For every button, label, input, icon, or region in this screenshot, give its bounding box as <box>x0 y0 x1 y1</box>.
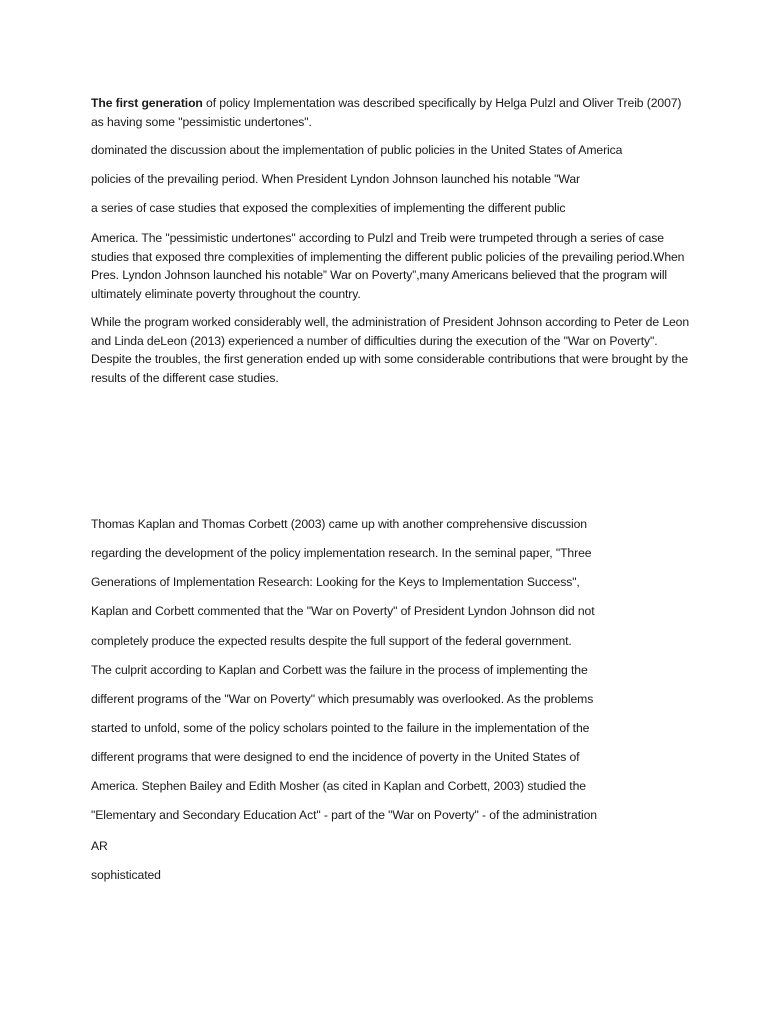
kaplan-line: "Elementary and Secondary Education Act" - part of the "War on Poverty" - of the administration <box>91 808 597 822</box>
line-policies: policies of the prevailing period. When President Lyndon Johnson launched his notable "War <box>91 172 580 186</box>
kaplan-line: America. Stephen Bailey and Edith Mosher (as cited in Kaplan and Corbett, 2003) studied the <box>91 779 586 793</box>
kaplan-line: different programs that were designed to end the incidence of poverty in the United States of <box>91 750 580 764</box>
footer-ar: AR <box>91 839 108 853</box>
line-series: a series of case studies that exposed the complexities of implementing the different public <box>91 201 566 215</box>
bold-phrase-first-generation: The first generation <box>91 96 203 110</box>
paragraph-first-generation-text: of policy Implementation was described specifically by Helga Pulzl and Oliver Treib (2007) as having some "pessimistic undertones". <box>91 96 682 129</box>
kaplan-line: started to unfold, some of the policy scholars pointed to the failure in the implementation of the <box>91 721 590 735</box>
kaplan-line: Kaplan and Corbett commented that the "War on Poverty" of President Lyndon Johnson did not <box>91 604 595 618</box>
kaplan-line: Thomas Kaplan and Thomas Corbett (2003) came up with another comprehensive discussion <box>91 517 587 531</box>
kaplan-line: different programs of the "War on Poverty" which presumably was overlooked. As the problems <box>91 692 594 706</box>
paragraph-while: While the program worked considerably well, the administration of President Johnson according to Peter de Leon and Linda deLeon (2013) experienced a number of difficulties during the execution of the "War on Poverty". Despite the troubles, the first generation ended up with some considerable contributions that were brought by the results of the different case studies. <box>91 315 690 385</box>
kaplan-line: completely produce the expected results despite the full support of the federal government. <box>91 634 572 648</box>
paragraph-america: America. The "pessimistic undertones" according to Pulzl and Treib were trumpeted through a series of case studies that exposed thre complexities of implementing the different public policies of the prevailing period.When Pres. Lyndon Johnson launched his notable” War on Poverty”,many Americans believed that the program will ultimately eliminate poverty throughout the country. <box>91 231 685 301</box>
kaplan-line: Generations of Implementation Research: Looking for the Keys to Implementation Success", <box>91 575 580 589</box>
kaplan-line: regarding the development of the policy implementation research. In the seminal paper, "Three <box>91 546 592 560</box>
line-dominated: dominated the discussion about the implementation of public policies in the United States of America <box>91 143 623 157</box>
kaplan-line: The culprit according to Kaplan and Corbett was the failure in the process of implementing the <box>91 663 588 677</box>
paragraph-first-generation <box>91 94 691 131</box>
footer-sophisticated: sophisticated <box>91 868 161 882</box>
